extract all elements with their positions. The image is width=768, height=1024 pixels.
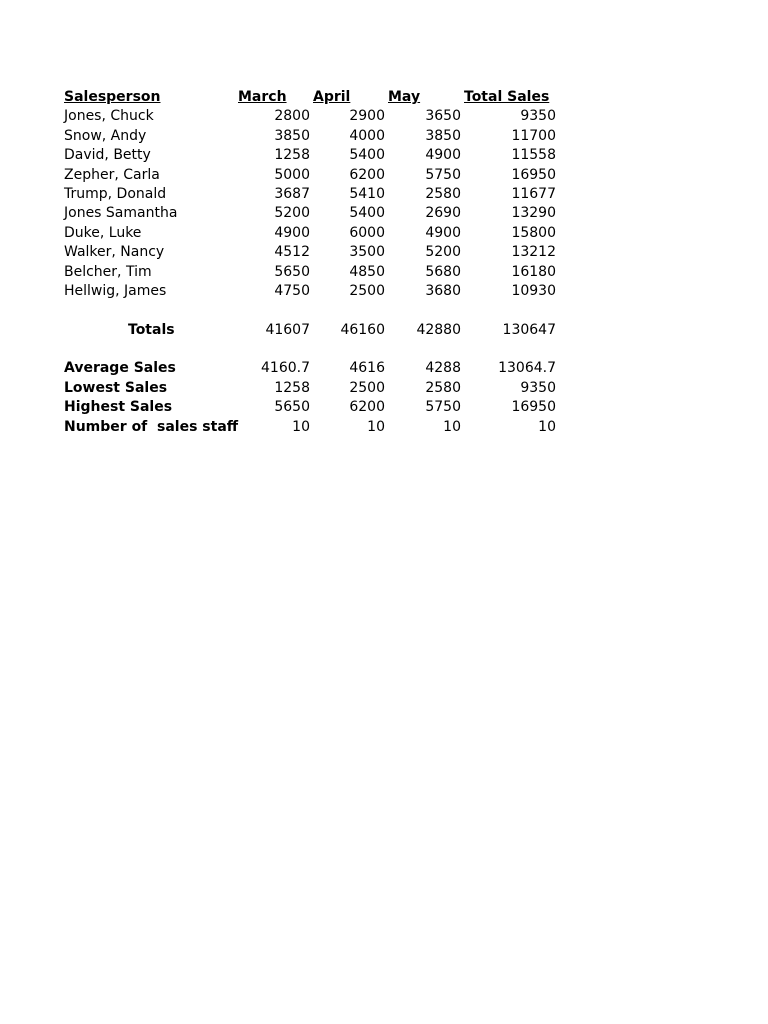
stats-row: [64, 379, 584, 398]
total-value: 10930: [511, 282, 556, 299]
april-stat: 4616: [349, 360, 385, 377]
may-value: 5200: [425, 244, 461, 261]
march-value: 5650: [274, 263, 310, 280]
april-value: 2500: [349, 282, 385, 299]
may-value: 3650: [425, 108, 461, 125]
salesperson-name: Jones Samantha: [64, 205, 178, 222]
table-row: [64, 127, 584, 146]
table-row: [64, 243, 584, 262]
stats-row: [64, 418, 584, 437]
may-value: 5750: [425, 166, 461, 183]
total-value: 13212: [511, 244, 556, 261]
table-row: [64, 146, 584, 165]
total-stat: 10: [538, 418, 556, 435]
total-value: 11558: [511, 147, 556, 164]
april-value: 2900: [349, 108, 385, 125]
header-row: [64, 88, 584, 107]
total-value: 11700: [511, 127, 556, 144]
stat-label: Average Sales: [64, 360, 176, 377]
table-row: [64, 166, 584, 185]
may-value: 5680: [425, 263, 461, 280]
may-value: 2580: [425, 185, 461, 202]
march-value: 3687: [274, 185, 310, 202]
total-value: 13290: [511, 205, 556, 222]
header-march: March: [238, 89, 287, 105]
spacer-row: [64, 301, 584, 320]
total-stat: 13064.7: [498, 360, 556, 377]
total-value: 16180: [511, 263, 556, 280]
march-value: 4750: [274, 282, 310, 299]
april-stat: 10: [367, 418, 385, 435]
total-value: 15800: [511, 224, 556, 241]
march-value: 2800: [274, 108, 310, 125]
sales-spreadsheet: [64, 88, 584, 437]
table-row: [64, 224, 584, 243]
total-value: 9350: [520, 108, 556, 125]
grand-total: 130647: [502, 321, 556, 338]
header-may: May: [388, 89, 421, 105]
total-stat: 16950: [511, 399, 556, 416]
march-value: 5200: [274, 205, 310, 222]
salesperson-name: Hellwig, James: [64, 282, 167, 299]
april-value: 5400: [349, 147, 385, 164]
may-total: 42880: [416, 321, 461, 338]
march-value: 5000: [274, 166, 310, 183]
may-value: 3680: [425, 282, 461, 299]
april-value: 6200: [349, 166, 385, 183]
april-value: 4850: [349, 263, 385, 280]
april-value: 3500: [349, 244, 385, 261]
may-stat: 5750: [425, 399, 461, 416]
total-value: 16950: [511, 166, 556, 183]
april-value: 6000: [349, 224, 385, 241]
stats-row: [64, 398, 584, 417]
table-row: [64, 185, 584, 204]
spacer-row: [64, 340, 584, 359]
header-total-sales: Total Sales: [464, 89, 550, 105]
salesperson-name: Trump, Donald: [64, 185, 167, 202]
may-value: 4900: [425, 147, 461, 164]
april-stat: 2500: [349, 379, 385, 396]
may-value: 2690: [425, 205, 461, 222]
march-stat: 10: [292, 418, 310, 435]
salesperson-name: Jones, Chuck: [64, 108, 154, 125]
march-stat: 4160.7: [261, 360, 310, 377]
march-stat: 1258: [274, 379, 310, 396]
april-stat: 6200: [349, 399, 385, 416]
april-value: 4000: [349, 127, 385, 144]
stat-label: Highest Sales: [64, 399, 173, 416]
table-row: [64, 263, 584, 282]
march-value: 4900: [274, 224, 310, 241]
total-value: 11677: [511, 185, 556, 202]
totals-row: [64, 321, 584, 340]
salesperson-name: Zepher, Carla: [64, 166, 160, 183]
stat-label: Number of sales staff: [64, 418, 239, 435]
salesperson-name: Walker, Nancy: [64, 244, 165, 261]
april-total: 46160: [340, 321, 385, 338]
may-value: 3850: [425, 127, 461, 144]
stat-label: Lowest Sales: [64, 379, 168, 396]
april-value: 5400: [349, 205, 385, 222]
march-total: 41607: [265, 321, 310, 338]
march-value: 3850: [274, 127, 310, 144]
header-salesperson: Salesperson: [64, 89, 161, 105]
april-value: 5410: [349, 185, 385, 202]
total-stat: 9350: [520, 379, 556, 396]
may-value: 4900: [425, 224, 461, 241]
header-april: April: [313, 89, 351, 105]
march-value: 1258: [274, 147, 310, 164]
salesperson-name: Belcher, Tim: [64, 263, 152, 280]
may-stat: 2580: [425, 379, 461, 396]
salesperson-name: David, Betty: [64, 147, 151, 164]
march-value: 4512: [274, 244, 310, 261]
may-stat: 10: [443, 418, 461, 435]
table-row: [64, 204, 584, 223]
salesperson-name: Duke, Luke: [64, 224, 142, 241]
table-row: [64, 282, 584, 301]
table-row: [64, 107, 584, 126]
march-stat: 5650: [274, 399, 310, 416]
stats-row: [64, 359, 584, 378]
totals-label: Totals: [128, 321, 175, 338]
salesperson-name: Snow, Andy: [64, 127, 147, 144]
may-stat: 4288: [425, 360, 461, 377]
